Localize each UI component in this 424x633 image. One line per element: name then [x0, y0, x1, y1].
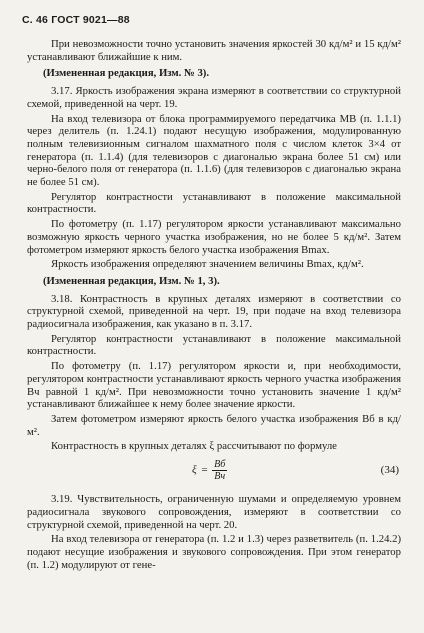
- paragraph-3-17: 3.17. Яркость изображения экрана измеряют в соответствии со структурной схемой, приведенной на черт. 19.: [27, 85, 401, 110]
- revision-note: (Измененная редакция, Изм. № 3).: [43, 67, 210, 80]
- paragraph: Регулятор контрастности устанавливают в положение максимальной контрастности.: [27, 190, 401, 216]
- formula-equals: =: [200, 464, 209, 477]
- paragraph: На вход телевизора от блока программируемого передатчика МВ (п. 1.1.1) через делитель (п. 1.24.1) подают несущую изображения, модулированную полным телевизионным сигналом шахматного поля с числом клеток 3×4 от генератора (п. 1.1.4) (для телевизоров с диагональю экрана более 51 см) или черно-белого поля от генератора (п. 1.1.6) (для телевизоров с диагональю экрана не более 51 см).: [27, 112, 401, 189]
- paragraph: На вход телевизора от генератора (п. 1.2 и 1.3) через разветвитель (п. 1.24.2) подают несущие изображения и звукового сопровождения. При этом генератор (п. 1.2) модулируют от гене-: [27, 533, 401, 571]
- paragraph-3-19: 3.19. Чувствительность, ограниченную шумами и определяемую уровнем радиосигнала звукового сопровождения, измеряют в соответствии со структурной схемой, приведенной на черт. 20.: [27, 493, 401, 531]
- formula-lhs: ξ: [192, 464, 197, 477]
- paragraph: Затем фотометром измеряют яркость белого участка изображения Bб в кд/м².: [27, 412, 401, 438]
- formula-34: [27, 457, 401, 487]
- paragraph: По фотометру (п. 1.17) регулятором яркости и, при необходимости, регулятором контрастности устанавливают яркость черного участка изображения Bч равной 1 кд/м². При невозможности точно установить значение 1 кд/м² устанавливают ближайшее к нему более значение яркости.: [27, 360, 401, 411]
- formula-denominator: Bч: [214, 471, 226, 483]
- formula-numerator: Bб: [214, 459, 226, 471]
- formula-number: (34): [380, 464, 399, 477]
- paragraph: Контрастность в крупных деталях ξ рассчитывают по формуле: [51, 440, 337, 453]
- document-body: [27, 38, 401, 573]
- paragraph: Яркость изображения определяют значением величины Bmax, кд/м².: [51, 258, 364, 271]
- revision-note: (Измененная редакция, Изм. № 1, 3).: [43, 274, 220, 287]
- formula-fraction: [212, 459, 227, 482]
- paragraph: При невозможности точно установить значения яркостей 30 кд/м² и 15 кд/м² устанавливают ближайшие к ним.: [27, 38, 401, 63]
- paragraph: Регулятор контрастности устанавливают в положение максимальной контрастности.: [27, 332, 401, 358]
- page-header: С. 46 ГОСТ 9021—88: [22, 14, 130, 26]
- paragraph: По фотометру (п. 1.17) регулятором яркости устанавливают максимально возможную яркость черного участка изображения, но не более 5 кд/м². Затем фотометром измеряют яркость белого участка изображения Bmax.: [27, 218, 401, 256]
- paragraph-3-18: 3.18. Контрастность в крупных деталях измеряют в соответствии со структурной схемой, приведенной на черт. 19, при подаче на вход телевизора радиосигнала изображения, как указано в п. 3.17.: [27, 292, 401, 331]
